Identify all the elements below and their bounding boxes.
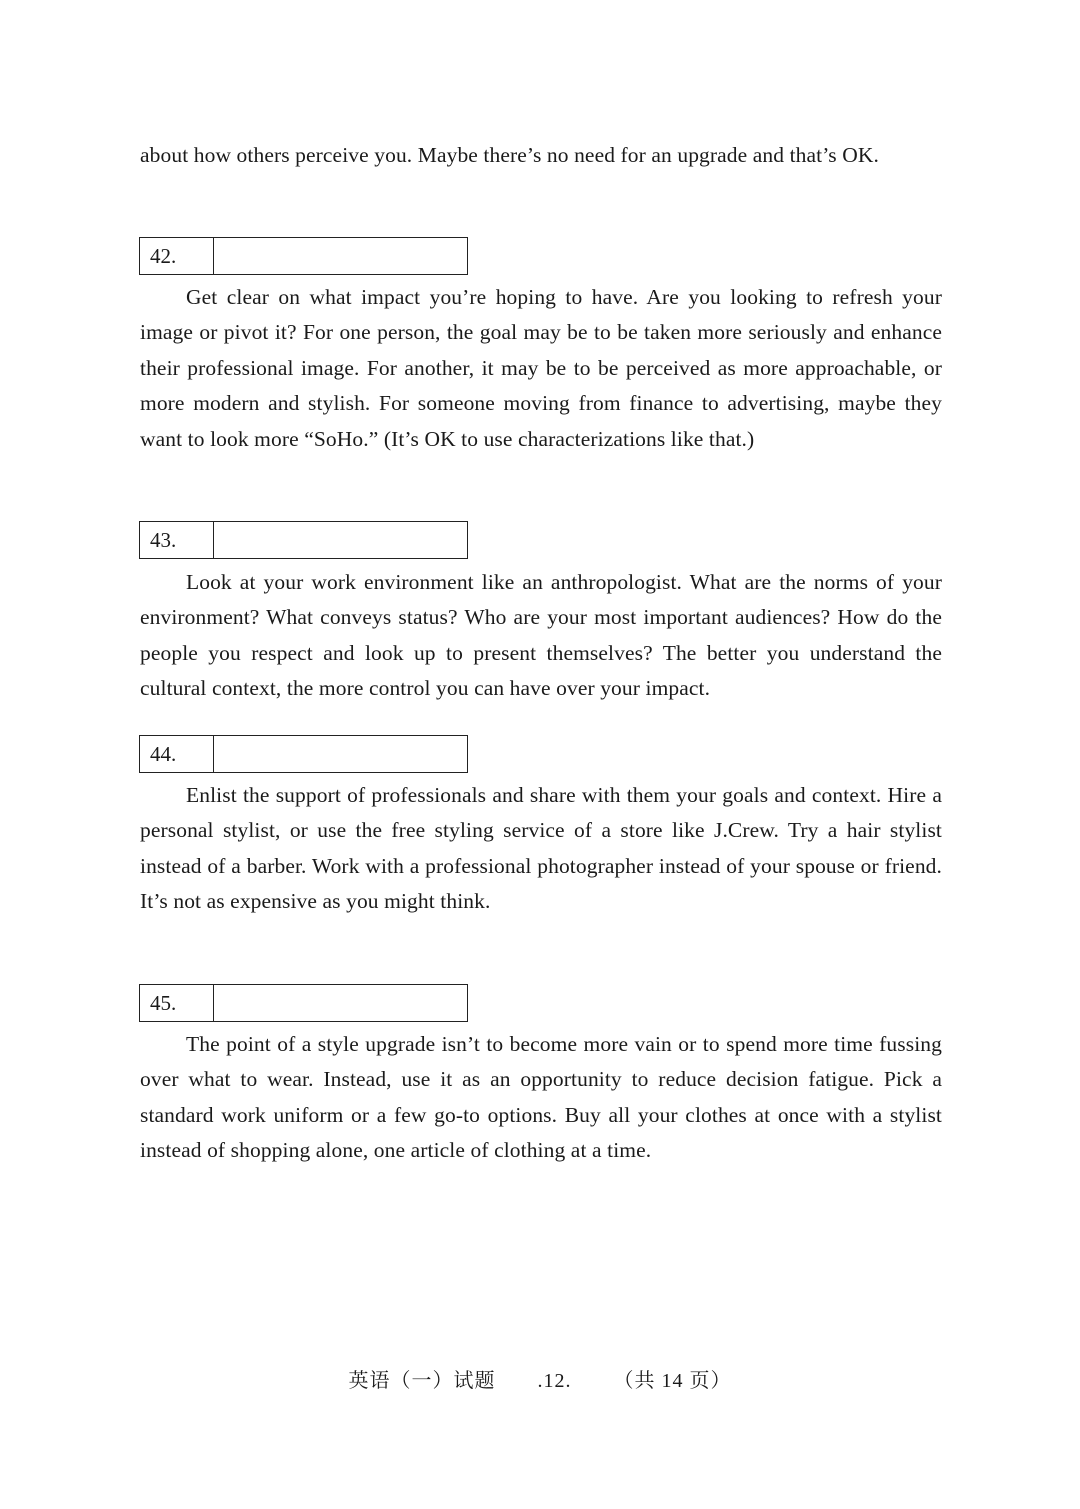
answer-box-44 bbox=[139, 735, 468, 773]
footer-total-pages: （共 14 页） bbox=[613, 1370, 732, 1392]
question-number-43: 43. bbox=[140, 522, 214, 558]
answer-box-43 bbox=[139, 521, 468, 559]
answer-blank-44[interactable] bbox=[214, 736, 467, 772]
question-number-45: 45. bbox=[140, 985, 214, 1021]
paragraph-continued: about how others perceive you. Maybe there’s no need for an upgrade and that’s OK. bbox=[140, 143, 879, 167]
question-number-44: 44. bbox=[140, 736, 214, 772]
paragraph-42: Get clear on what impact you’re hoping to have. Are you looking to refresh your image or pivot it? For one person, the goal may be to be taken more seriously and enhance their professional image. For another, it may be to be perceived as more approachable, or more modern and stylish. For someone moving from finance to advertising, maybe they want to look more “SoHo.” (It’s OK to use characterizations like that.) bbox=[140, 285, 942, 451]
answer-box-45 bbox=[139, 984, 468, 1022]
paragraph-45: The point of a style upgrade isn’t to become more vain or to spend more time fussing over what to wear. Instead, use it as an opportunity to reduce decision fatigue. Pick a standard work uniform or a few go-to options. Buy all your clothes at once with a stylist instead of shopping alone, one article of clothing at a time. bbox=[140, 1032, 942, 1163]
page-footer bbox=[0, 1366, 1080, 1396]
question-number-42: 42. bbox=[140, 238, 214, 274]
answer-blank-45[interactable] bbox=[214, 985, 467, 1021]
footer-subject: 英语（一）试题 bbox=[348, 1370, 496, 1392]
answer-box-42 bbox=[139, 237, 468, 275]
answer-blank-42[interactable] bbox=[214, 238, 467, 274]
footer-page-number: .12. bbox=[537, 1370, 572, 1392]
paragraph-44: Enlist the support of professionals and share with them your goals and context. Hire a personal stylist, or use the free styling service of a store like J.Crew. Try a hair stylist instead of a barber. Work with a professional photographer instead of your spouse or friend. It’s not as expensive as you might think. bbox=[140, 783, 942, 914]
answer-blank-43[interactable] bbox=[214, 522, 467, 558]
paragraph-43: Look at your work environment like an anthropologist. What are the norms of your environment? What conveys status? Who are your most important audiences? How do the people you respect and look up to present themselves? The better you understand the cultural context, the more control you can have over your impact. bbox=[140, 570, 942, 701]
